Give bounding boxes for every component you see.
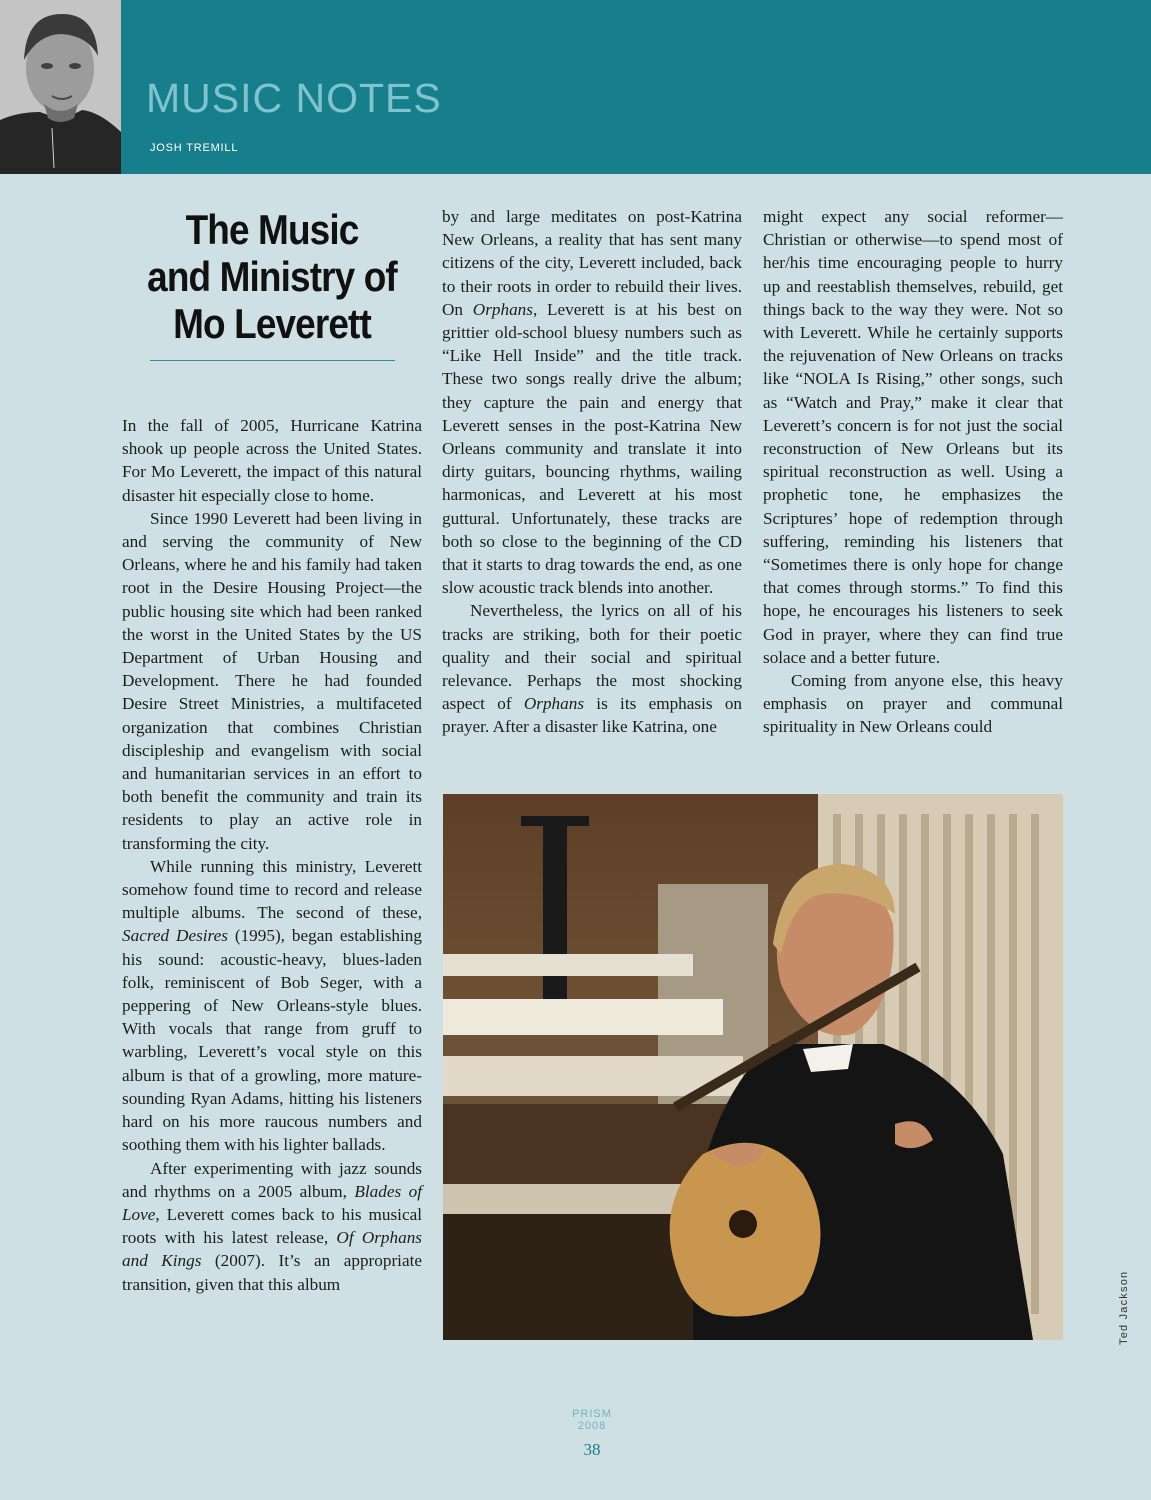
photo-credit: Ted Jackson <box>1118 1270 1130 1345</box>
paragraph: In the fall of 2005, Hurricane Katrina shook up people across the United States. For Mo Leverett, the impact of this natural disaster hit especially close to home. <box>122 416 422 505</box>
album-title: Orphans <box>523 694 585 714</box>
paragraph: While running this ministry, Leverett somehow found time to record and release multiple albums. The second of these, Sacred Desires (1995), began establishing his sound: acoustic-heavy, blues-laden folk, reminiscent of Bob Seger, with a peppering of New Orleans-style blues. With vocals that range from gruff to warbling, Leverett’s vocal style on this album is that of a growling, more mature-sounding Ryan Adams, hitting his listeners hard on his more raucous numbers and soothing them with his lighter ballads. <box>122 856 422 1155</box>
headline-line-1: The Music <box>185 206 359 253</box>
paragraph: might expect any social reformer—Christian or otherwise—to spend most of her/his time encouraging people to hurry up and reestablish themselves, rebuild, get things back to the way they were. Not so with Leverett. While he certainly supports the rejuvenation of New Orleans on tracks like “NOLA Is Rising,” other songs, such as “Watch and Pray,” make it clear that Leverett’s concern is for not just the social reconstruction of New Orleans but its spiritual reconstruction as well. Using a prophetic tone, he emphasizes the Scriptures’ hope of redemption through suffering, reminding his listeners that “Sometimes there is only hope for change that comes through storms.” To find this hope, he encourages his listeners to seek God in prayer, where they can find true solace and a better future. <box>763 207 1063 667</box>
paragraph: Coming from anyone else, this heavy emphasis on prayer and communal spirituality in New Orleans could <box>763 671 1063 737</box>
magazine-name: PRISM <box>572 1408 612 1420</box>
article-column-3 <box>763 205 1063 739</box>
article-photo <box>443 794 1063 1340</box>
headline-line-2: and Ministry of <box>147 253 397 300</box>
album-title: Blades of Love <box>122 1181 422 1224</box>
article-column-2 <box>442 205 742 739</box>
article-column-1 <box>122 414 422 1296</box>
paragraph: by and large meditates on post-Katrina New Orleans, a reality that has sent many citizens of the city, Leverett included, back to their roots in order to rebuild their lives. On Orphans, Leverett is at his best on grittier old-school bluesy numbers such as “Like Hell Inside” and the title track. These two songs really drive the album; they capture the pain and energy that Leverett senses in the post-Katrina New Orleans community and translate it into dirty guitars, bouncing rhythms, wailing harmonicas, and Leverett at his most guttural. Unfortunately, these tracks are both so close to the beginning of the CD that it starts to drag towards the end, as one slow acoustic track blends into another. <box>442 207 742 598</box>
album-title: Orphans <box>472 299 533 319</box>
headline-line-3: Mo Leverett <box>173 300 371 347</box>
folio-brand <box>552 1408 632 1432</box>
article-headline <box>140 206 404 347</box>
page-number: 38 <box>583 1440 601 1459</box>
paragraph: After experimenting with jazz sounds and rhythms on a 2005 album, Blades of Love, Leverett comes back to his musical roots with his latest release, Of Orphans and Kings (2007). It’s an appropriate transition, given that this album <box>122 1158 422 1294</box>
paragraph: Nevertheless, the lyrics on all of his tracks are striking, both for their poetic quality and their social and spiritual relevance. Perhaps the most shocking aspect of Orphans is its emphasis on prayer. After a disaster like Katrina, one <box>442 601 743 737</box>
author-byline: JOSH TREMILL <box>150 142 239 154</box>
album-title: Sacred Desires <box>122 926 228 946</box>
album-title: Of Orphans and Kings <box>122 1228 422 1271</box>
author-portrait <box>0 0 121 174</box>
section-title: MUSIC NOTES <box>146 75 442 121</box>
headline-divider <box>150 360 395 361</box>
paragraph: Since 1990 Leverett had been living in and serving the community of New Orleans, where he and his family had taken root in the Desire Housing Project—the public housing site which had been ranked the worst in the United States by the US Department of Urban Housing and Development. There he had founded Desire Street Ministries, a multifaceted organization that combines Christian discipleship and evangelism with social and humanitarian services in an effort to both benefit the community and train its residents to play an active role in transforming the city. <box>122 508 422 853</box>
header-banner <box>0 0 1151 174</box>
magazine-year: 2008 <box>577 1420 607 1432</box>
